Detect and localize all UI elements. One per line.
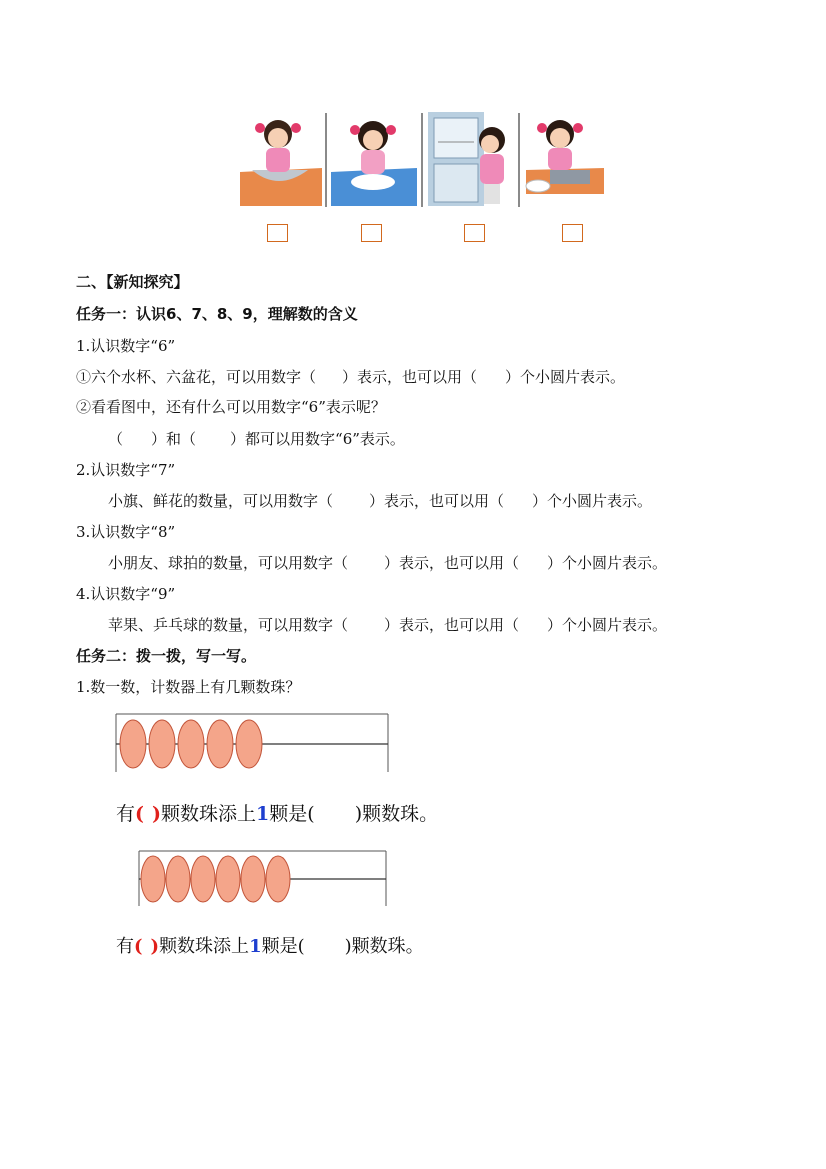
- abacus-counter-1: [112, 710, 392, 776]
- abacus-bead: [241, 856, 265, 902]
- abacus-bead: [141, 856, 165, 902]
- girl-wiping-plate-icon: [331, 112, 417, 206]
- abacus-bead: [178, 720, 204, 768]
- girl-drying-cup-icon: [524, 112, 604, 206]
- abacus-bead: [149, 720, 175, 768]
- abacus-bead: [266, 856, 290, 902]
- abacus-bead: [207, 720, 233, 768]
- abacus-counter-2: [136, 848, 390, 910]
- girl-putting-dishes-in-cupboard-icon: [426, 112, 516, 206]
- task1-item4-title: 4.认识数字“9”: [76, 585, 176, 603]
- girl-washing-cups-icon: [238, 112, 324, 206]
- abacus-1-sentence: 有( )颗数珠添上1颗是( )颗数珠。: [116, 803, 439, 825]
- section-heading: 二、【新知探究】: [76, 273, 189, 291]
- task2-title: 任务二：拨一拨，写一写。: [76, 647, 257, 665]
- task1-item1-question3: （ ）和（ ）都可以用数字“6”表示。: [108, 430, 405, 448]
- task1-item3-title: 3.认识数字“8”: [76, 523, 176, 541]
- task1-item2-question: 小旗、鲜花的数量，可以用数字（ ）表示，也可以用（ ）个小圆片表示。: [108, 492, 653, 510]
- task1-item1-question2: ②看看图中，还有什么可以用数字“6”表示呢？: [76, 398, 386, 416]
- illustration-washing-cups: [238, 112, 324, 206]
- abacus-bead: [216, 856, 240, 902]
- task2-item1-title: 1.数一数，计数器上有几颗数珠？: [76, 678, 301, 696]
- image-divider: [325, 113, 327, 207]
- order-answer-box-2[interactable]: [361, 224, 382, 242]
- illustration-wiping-plate: [331, 112, 417, 206]
- abacus-bead: [191, 856, 215, 902]
- abacus-bead: [236, 720, 262, 768]
- illustration-drying-cup: [524, 112, 604, 206]
- abacus-bead: [120, 720, 146, 768]
- task1-item4-question: 苹果、乒乓球的数量，可以用数字（ ）表示，也可以用（ ）个小圆片表示。: [108, 616, 668, 634]
- task1-item2-title: 2.认识数字“7”: [76, 461, 176, 479]
- task1-item3-question: 小朋友、球拍的数量，可以用数字（ ）表示，也可以用（ ）个小圆片表示。: [108, 554, 668, 572]
- image-divider: [421, 113, 423, 207]
- order-answer-box-3[interactable]: [464, 224, 485, 242]
- task1-title: 任务一：认识6、7、8、9，理解数的含义: [76, 305, 358, 323]
- order-answer-box-1[interactable]: [267, 224, 288, 242]
- task1-item1-title: 1.认识数字“6”: [76, 337, 176, 355]
- abacus-bead: [166, 856, 190, 902]
- illustration-cupboard: [426, 112, 516, 206]
- order-answer-box-4[interactable]: [562, 224, 583, 242]
- task1-item1-question1: ①六个水杯、六盆花，可以用数字（ ）表示，也可以用（ ）个小圆片表示。: [76, 368, 626, 386]
- abacus-2-sentence: 有( )颗数珠添上1颗是( )颗数珠。: [116, 936, 424, 957]
- image-divider: [518, 113, 520, 207]
